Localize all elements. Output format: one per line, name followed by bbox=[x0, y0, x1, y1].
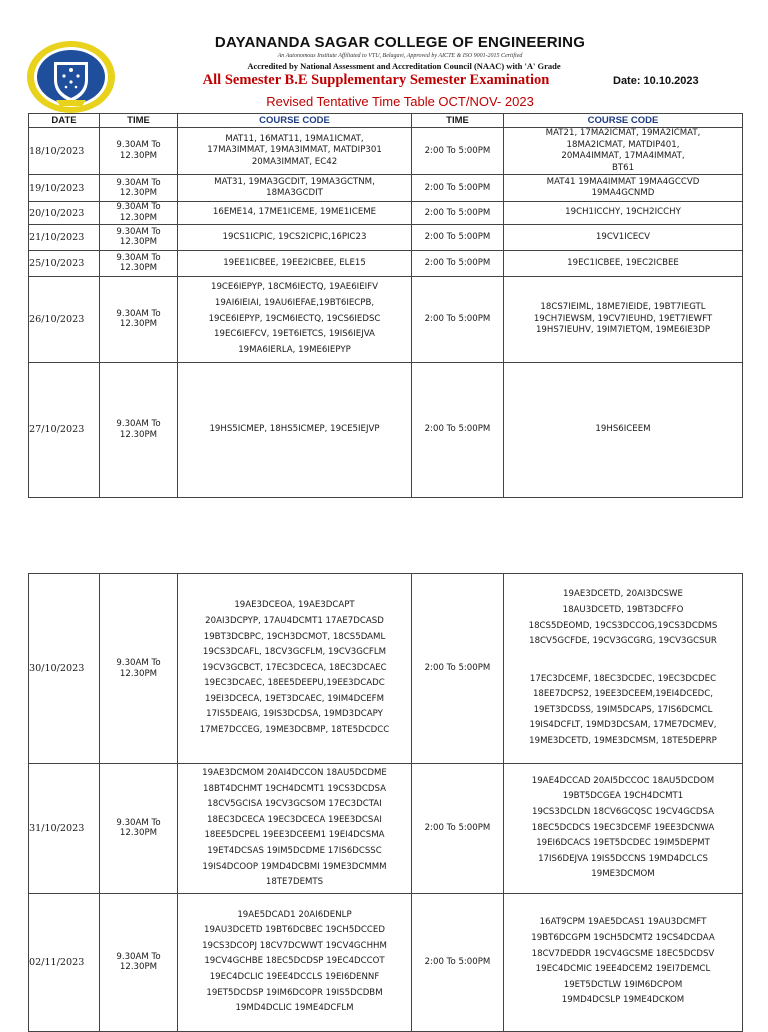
course-code-line: 19MD4DCSLP 19ME4DCKOM bbox=[561, 995, 685, 1006]
table-row bbox=[29, 362, 743, 497]
document-date: Date: 10.10.2023 bbox=[613, 75, 699, 87]
morning-time bbox=[100, 224, 178, 250]
course-code-line: 17ME7DCCEG, 19ME3DCBMP, 18TE5DCDCC bbox=[199, 725, 390, 736]
time-line: 9.30AM To bbox=[116, 657, 161, 668]
course-code-line: 19CE6IEPYP, 19CM6IECTQ, 19CS6IEDSC bbox=[208, 313, 381, 324]
table-row bbox=[29, 764, 743, 894]
course-code-line: 19BT6DCGPM 19CH5DCMT2 19CS4DCDAA bbox=[531, 933, 715, 944]
course-code-line: 18CV5GCFDE, 19CV3GCGRG, 19CV3GCSUR bbox=[529, 636, 717, 647]
table-header-row bbox=[29, 114, 743, 128]
afternoon-course-codes bbox=[504, 574, 743, 764]
course-code-line: BT61 bbox=[611, 162, 635, 173]
course-code-line: 18TE7DEMTS bbox=[265, 877, 324, 888]
header-date: DATE bbox=[29, 114, 100, 128]
course-code-line: 19CS1ICPIC, 19CS2ICPIC,16PIC23 bbox=[222, 231, 367, 242]
course-code-line: 19AE3DCMOM 20AI4DCCON 18AU5DCDME bbox=[202, 768, 387, 778]
morning-time bbox=[100, 276, 178, 362]
course-code-line: 19ET5DCTLW 19IM6DCPOM bbox=[563, 979, 683, 990]
timetable-2 bbox=[28, 573, 743, 1032]
course-code-line: 19MA6IERLA, 19ME6IEPYP bbox=[238, 344, 351, 355]
course-code-line: 19AI6IEIAI, 19AU6IEFAE,19BT6IECPB, bbox=[214, 297, 375, 308]
morning-time bbox=[100, 362, 178, 497]
course-code-line: 19HS7IEUHV, 19IM7IETQM, 19ME6IE3DP bbox=[535, 325, 711, 336]
time-line: 9.30AM To bbox=[116, 177, 161, 188]
time-line: 9.30AM To bbox=[116, 140, 161, 151]
afternoon-time: 2:00 To 5:00PM bbox=[412, 362, 504, 497]
exam-date: 30/10/2023 bbox=[29, 574, 100, 764]
course-code-line: 19ME3DCETD, 19ME3DCMSM, 18TE5DEPRP bbox=[529, 736, 717, 747]
course-code-line: 19EC1ICBEE, 19EC2ICBEE bbox=[567, 257, 679, 268]
morning-course-codes bbox=[178, 128, 412, 175]
college-name: DAYANANDA SAGAR COLLEGE OF ENGINEERING bbox=[214, 34, 586, 51]
exam-date: 02/11/2023 bbox=[29, 893, 100, 1031]
afternoon-course-codes bbox=[504, 250, 743, 276]
course-code-line: 19EC3DCAEC, 18EE5DEEPU,19EE3DCADC bbox=[204, 678, 385, 689]
afternoon-course-codes bbox=[504, 128, 743, 175]
course-code-line: 18EE7DCPS2, 19EE3DCEEM,19EI4DCEDC, bbox=[532, 689, 714, 700]
morning-course-codes bbox=[178, 250, 412, 276]
morning-time bbox=[100, 175, 178, 202]
morning-course-codes bbox=[178, 764, 412, 894]
course-code-line: 19CV3GCBCT, 17EC3DCECA, 18EC3DCAEC bbox=[202, 662, 387, 673]
affiliation-text: An Autonomous Institute Affiliated to VTU, Belagavi, Approved by AICTE & ISO 9001-2015 Certified bbox=[277, 53, 523, 59]
course-code-line: 20MA4IMMAT, 17MA4IMMAT, bbox=[561, 151, 685, 162]
course-code-line: 19ET5DCDSP 19IM6DCOPR 19IS5DCDBM bbox=[206, 987, 383, 998]
course-code-line: 19CS3DCLDN 18CV6GCQSC 19CV4GCDSA bbox=[532, 806, 714, 817]
course-code-line: 18BT4DCHMT 19CH4DCMT1 19CS3DCDSA bbox=[203, 783, 386, 794]
course-code-line: 19MD4DCLIC 19ME4DCFLM bbox=[235, 1003, 354, 1014]
afternoon-time: 2:00 To 5:00PM bbox=[412, 128, 504, 175]
time-line: 12.30PM bbox=[119, 668, 158, 679]
course-code-line: 19BT3DCBPC, 19CH3DCMOT, 18CS5DAML bbox=[203, 631, 386, 642]
course-code-line: 19AE3DCETD, 20AI3DCSWE bbox=[563, 589, 683, 600]
course-code-line: 19BT5DCGEA 19CH4DCMT1 bbox=[562, 791, 684, 802]
afternoon-time: 2:00 To 5:00PM bbox=[412, 224, 504, 250]
morning-time bbox=[100, 893, 178, 1031]
course-code-line: MAT11, 16MAT11, 19MA1ICMAT, bbox=[225, 133, 364, 144]
table-row bbox=[29, 202, 743, 224]
morning-course-codes bbox=[178, 224, 412, 250]
exam-date: 31/10/2023 bbox=[29, 764, 100, 894]
course-code-line: 16EME14, 17ME1ICEME, 19ME1ICEME bbox=[212, 207, 377, 218]
table-row bbox=[29, 224, 743, 250]
afternoon-time: 2:00 To 5:00PM bbox=[412, 250, 504, 276]
course-code-line: 19IS4DCOOP 19MD4DCBMI 19ME3DCMMM bbox=[202, 861, 387, 872]
table-row bbox=[29, 276, 743, 362]
course-code-line: 19CH7IEWSM, 19CV7IEUHD, 19ET7IEWFT bbox=[533, 313, 713, 324]
course-code-line: 19EI6DCACS 19ET5DCDEC 19IM5DEPMT bbox=[536, 838, 710, 849]
time-line: 9.30AM To bbox=[116, 252, 161, 263]
afternoon-time: 2:00 To 5:00PM bbox=[412, 764, 504, 894]
course-code-line: 19IS4DCFLT, 19MD3DCSAM, 17ME7DCMEV, bbox=[529, 720, 717, 731]
time-line: 9.30AM To bbox=[116, 817, 161, 828]
header-course-code: COURSE CODE bbox=[504, 114, 743, 128]
course-code-line: 19CS3DCOPJ 18CV7DCWWT 19CV4GCHHM bbox=[202, 940, 387, 951]
morning-time bbox=[100, 574, 178, 764]
course-code-line: 18EC3DCECA 19EC3DCECA 19EE3DCSAI bbox=[207, 814, 382, 825]
course-code-line: 18CS7IEIML, 18ME7IEIDE, 19BT7IEGTL bbox=[540, 301, 706, 312]
course-code-line: 19CV4GCHBE 18EC5DCDSP 19EC4DCCOT bbox=[204, 956, 385, 967]
course-code-line: 19EI3DCECA, 19ET3DCAEC, 19IM4DCEFM bbox=[205, 693, 384, 704]
header-course-code: COURSE CODE bbox=[178, 114, 412, 128]
course-code-line: 19CS3DCAFL, 18CV3GCFLM, 19CV3GCFLM bbox=[202, 647, 387, 658]
exam-date: 19/10/2023 bbox=[29, 175, 100, 202]
course-code-line: 17IS6DEJVA 19IS5DCCNS 19MD4DCLCS bbox=[538, 853, 708, 864]
afternoon-time: 2:00 To 5:00PM bbox=[412, 574, 504, 764]
course-code-line: 19CH1ICCHY, 19CH2ICCHY bbox=[565, 207, 681, 218]
afternoon-course-codes bbox=[504, 202, 743, 224]
exam-date: 20/10/2023 bbox=[29, 202, 100, 224]
timetable-1 bbox=[28, 113, 743, 498]
time-line: 9.30AM To bbox=[116, 951, 161, 962]
table-row bbox=[29, 250, 743, 276]
morning-time bbox=[100, 202, 178, 224]
course-code-line: 19AE3DCEOA, 19AE3DCAPT bbox=[234, 600, 355, 611]
time-line: 12.30PM bbox=[119, 151, 158, 162]
course-code-line: 19CE6IEPYP, 18CM6IECTQ, 19AE6IEIFV bbox=[211, 282, 378, 293]
morning-course-codes bbox=[178, 362, 412, 497]
course-code-line: 19MA4GCNMD bbox=[591, 188, 655, 199]
accreditation-text: Accredited by National Assessment and Accreditation Council (NAAC) with 'A' Grade bbox=[247, 61, 561, 71]
table-row bbox=[29, 893, 743, 1031]
time-line: 12.30PM bbox=[119, 188, 158, 199]
afternoon-course-codes bbox=[504, 224, 743, 250]
header-time: TIME bbox=[412, 114, 504, 128]
course-code-line: 17IS5DEAIG, 19IS3DCDSA, 19MD3DCAPY bbox=[206, 709, 383, 720]
afternoon-course-codes bbox=[504, 276, 743, 362]
course-code-line: 19AE5DCAD1 20AI6DENLP bbox=[237, 909, 352, 920]
time-line: 12.30PM bbox=[119, 213, 158, 224]
timetable-subtitle: Revised Tentative Time Table OCT/NOV- 2023 bbox=[266, 94, 534, 109]
exam-date: 18/10/2023 bbox=[29, 128, 100, 175]
course-code-line: 19AE4DCCAD 20AI5DCCOC 18AU5DCDOM bbox=[531, 775, 715, 786]
course-code-line: 19HS6ICEEM bbox=[595, 424, 651, 435]
time-line: 12.30PM bbox=[119, 828, 158, 839]
morning-course-codes bbox=[178, 202, 412, 224]
course-code-line: 18AU3DCETD, 19BT3DCFFO bbox=[562, 604, 684, 615]
morning-course-codes bbox=[178, 574, 412, 764]
exam-date: 21/10/2023 bbox=[29, 224, 100, 250]
course-code-line: 18CS5DEOMD, 19CS3DCCOG,19CS3DCDMS bbox=[528, 620, 718, 631]
exam-date: 26/10/2023 bbox=[29, 276, 100, 362]
course-code-line: 18CV5GCISA 19CV3GCSOM 17EC3DCTAI bbox=[207, 799, 382, 810]
afternoon-course-codes bbox=[504, 175, 743, 202]
morning-time bbox=[100, 250, 178, 276]
course-code-line: 19ET3DCDSS, 19IM5DCAPS, 17IS6DCMCL bbox=[533, 704, 713, 715]
course-code-line: 20MA3IMMAT, EC42 bbox=[251, 156, 338, 167]
exam-title: All Semester B.E Supplementary Semester Examination bbox=[202, 72, 550, 88]
course-code-line: 19HS5ICMEP, 18HS5ICMEP, 19CE5IEJVP bbox=[209, 424, 380, 435]
course-code-line: 19EC4DCLIC 19EE4DCCLS 19EI6DENNF bbox=[209, 972, 380, 983]
table-row bbox=[29, 574, 743, 764]
course-code-line: 19EE1ICBEE, 19EE2ICBEE, ELE15 bbox=[223, 257, 366, 268]
morning-time bbox=[100, 128, 178, 175]
time-line: 12.30PM bbox=[119, 319, 158, 330]
time-line: 9.30AM To bbox=[116, 308, 161, 319]
course-code-line: MAT31, 19MA3GCDIT, 19MA3GCTNM, bbox=[214, 176, 375, 187]
course-code-line: 19AU3DCETD 19BT6DCBEC 19CH5DCCED bbox=[204, 925, 385, 936]
course-code-line: 19EC6IEFCV, 19ET6IETCS, 19IS6IEJVA bbox=[214, 329, 375, 340]
course-code-line: 19EC4DCMIC 19EE4DCEM2 19EI7DEMCL bbox=[535, 964, 711, 975]
morning-course-codes bbox=[178, 175, 412, 202]
course-code-line: 19ME3DCMOM bbox=[591, 869, 655, 880]
time-line: 9.30AM To bbox=[116, 226, 161, 237]
course-code-line: 20AI3DCPYP, 17AU4DCMT1 17AE7DCASD bbox=[205, 615, 384, 626]
time-line: 9.30AM To bbox=[116, 202, 161, 213]
exam-date: 25/10/2023 bbox=[29, 250, 100, 276]
afternoon-time: 2:00 To 5:00PM bbox=[412, 893, 504, 1031]
afternoon-time: 2:00 To 5:00PM bbox=[412, 202, 504, 224]
time-line: 12.30PM bbox=[119, 237, 158, 248]
course-code-line: 18MA3GCDIT bbox=[266, 188, 323, 199]
course-code-line: 17MA3IMMAT, 19MA3IMMAT, MATDIP301 bbox=[207, 145, 382, 156]
morning-course-codes bbox=[178, 276, 412, 362]
course-code-line: 19ET4DCSAS 19IM5DCDME 17IS6DCSSC bbox=[207, 845, 382, 856]
afternoon-course-codes bbox=[504, 764, 743, 894]
afternoon-time: 2:00 To 5:00PM bbox=[412, 276, 504, 362]
course-code-line: 18MA2ICMAT, MATDIP401, bbox=[566, 139, 680, 150]
header-time: TIME bbox=[100, 114, 178, 128]
afternoon-course-codes bbox=[504, 893, 743, 1031]
morning-course-codes bbox=[178, 893, 412, 1031]
time-line: 12.30PM bbox=[119, 429, 158, 440]
course-code-line: 18CV7DEDDR 19CV4GCSME 18EC5DCDSV bbox=[531, 948, 715, 959]
time-line: 12.30PM bbox=[119, 962, 158, 973]
table-row bbox=[29, 175, 743, 202]
course-code-line: 18EE5DCPEL 19EE3DCEEM1 19EI4DCSMA bbox=[204, 830, 385, 841]
course-code-line: 18EC5DCDCS 19EC3DCEMF 19EE3DCNWA bbox=[531, 822, 715, 833]
morning-time bbox=[100, 764, 178, 894]
afternoon-time: 2:00 To 5:00PM bbox=[412, 175, 504, 202]
course-code-line: MAT41 19MA4IMMAT 19MA4GCCVD bbox=[546, 176, 700, 187]
course-code-line: 19CV1ICECV bbox=[595, 231, 651, 242]
table-row bbox=[29, 128, 743, 175]
course-code-line: MAT21, 17MA2ICMAT, 19MA2ICMAT, bbox=[545, 128, 701, 138]
course-code-line: 16AT9CPM 19AE5DCAS1 19AU3DCMFT bbox=[539, 917, 707, 928]
afternoon-course-codes bbox=[504, 362, 743, 497]
time-line: 12.30PM bbox=[119, 263, 158, 274]
course-code-line: 17EC3DCEMF, 18EC3DCDEC, 19EC3DCDEC bbox=[529, 673, 717, 684]
exam-date: 27/10/2023 bbox=[29, 362, 100, 497]
time-line: 9.30AM To bbox=[116, 419, 161, 430]
